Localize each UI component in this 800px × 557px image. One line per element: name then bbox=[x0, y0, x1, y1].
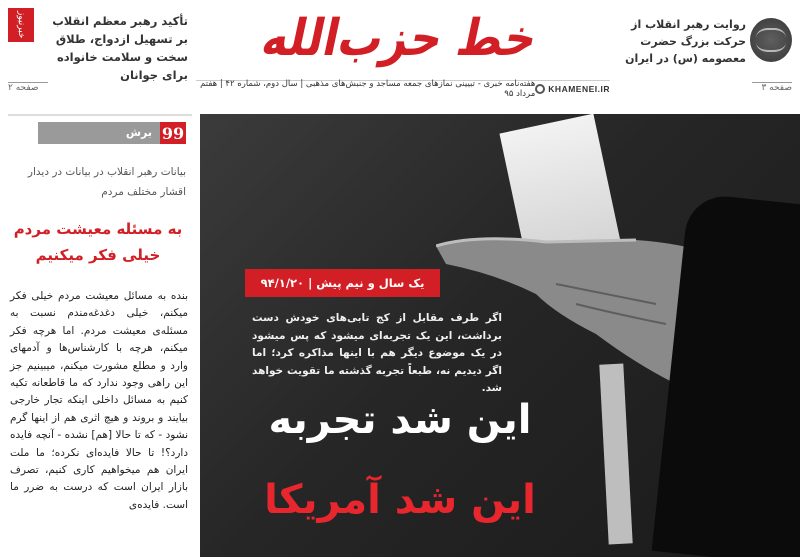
teaser-badge: خبرنیوز bbox=[8, 8, 34, 42]
masthead-tagline bbox=[196, 78, 610, 99]
side-body: بنده به مسائل معیشت مردم خیلی فکر میکنم، خیلی دغدغه‌مندم نسبت به مسئله‌ی معیشت مردم. اما هرچه فکر میکنم، هرچه با کارشناس‌ها و آدمهای وارد و مطلع مشورت میکنم، میبینیم جز این راهی وجود ندارد که ما قاطعانه تکیه کنیم به مسائل داخلی اینکه تجار خارجی بیایند و بروند و هیچ اثری هم از اینها گرم نشود - که تا حالا [هم] نشده - آنچه فایده دارد؟! تا حالا فایده‌ای نکرده؛ ما ملت ایران هم میخواهیم کاری کنیم، تصرف بازار ایران است که درست به ضرر ما است. فایده‌ی bbox=[10, 290, 188, 511]
teaser-right-text[interactable]: روایت رهبر انقلاب از حرکت بزرگ حضرت معصومه (س) در ایران bbox=[625, 18, 746, 65]
khamenei-logo-icon bbox=[535, 84, 545, 94]
side-column bbox=[8, 114, 192, 557]
site-label[interactable] bbox=[535, 84, 610, 94]
paper-edge-illustration bbox=[599, 363, 632, 544]
section-bar bbox=[38, 122, 186, 144]
side-subhead: بیانات رهبر انقلاب در بیانات در دیدار اقشار مختلف مردم bbox=[27, 166, 186, 198]
masthead-logo[interactable] bbox=[190, 2, 610, 74]
tagline-text: هفته‌نامه خبری - تبیینی نمازهای جمعه مساجد و جنبش‌های مذهبی | سال دوم، شماره ۴۲ | هفتم مرداد ۹۵ bbox=[200, 78, 536, 99]
headline-line2[interactable]: این شد آمریکا bbox=[264, 477, 536, 523]
section-label: برش bbox=[125, 126, 152, 139]
teaser-right[interactable] bbox=[604, 6, 792, 93]
teaser-left-text[interactable]: تأکید رهبر معظم انقلاب بر تسهیل ازدواج، طلاق سخت و سلامت خانواده برای جوانان bbox=[52, 14, 188, 82]
masthead-title: خط حزب‌الله bbox=[256, 8, 544, 68]
hero-quote: اگر طرف مقابل از کج تابی‌های خودش دست برداشت، این یک تجربه‌ای میشود که پس میشود در یک موضوع دیگر هم با اینها مذاکره کرد؛ اما اگر دیدیم نه، طبعاً تجربه گذشته ما تقویت خواهد شد. bbox=[252, 312, 502, 394]
hero-image bbox=[200, 114, 800, 557]
side-title[interactable]: به مسئله معیشت مردم خیلی فکر میکنیم bbox=[13, 220, 183, 264]
site-name: KHAMENEI.IR bbox=[548, 83, 610, 94]
quote-mark-icon: 99 bbox=[161, 124, 185, 143]
teaser-left[interactable] bbox=[8, 6, 188, 93]
date-label: یک سال و نیم پیش | ۹۴/۱/۲۰ bbox=[245, 269, 440, 297]
newspaper-header bbox=[0, 0, 800, 100]
leader-signature-seal-icon bbox=[750, 18, 792, 62]
teaser-right-page: صفحه ۳ bbox=[752, 82, 792, 96]
headline-line1[interactable]: این شد تجربه bbox=[268, 397, 532, 443]
teaser-left-page: صفحه ۲ bbox=[8, 82, 48, 96]
